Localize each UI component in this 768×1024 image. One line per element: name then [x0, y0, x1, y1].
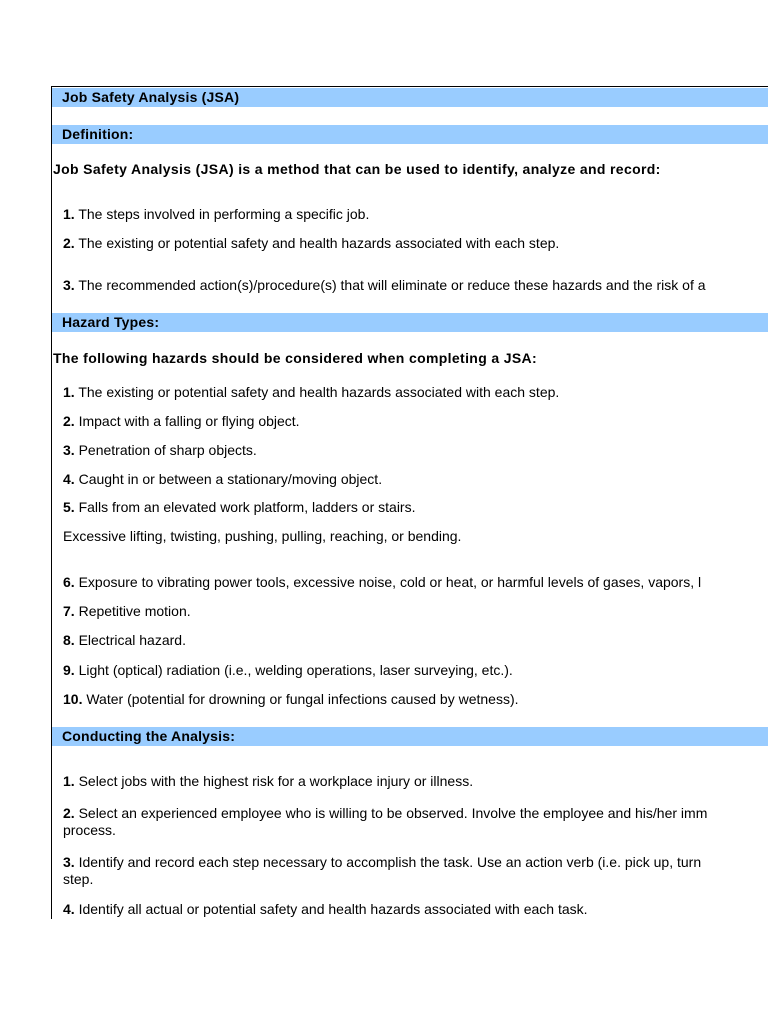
definition-intro: Job Safety Analysis (JSA) is a method that can be used to identify, analyze and record: — [53, 161, 661, 177]
item-text: Select jobs with the highest risk for a workplace injury or illness. — [74, 773, 474, 789]
list-item — [63, 854, 768, 870]
item-text: Identify and record each step necessary to accomplish the task. Use an action verb (i.e. pick up, turn — [74, 854, 702, 870]
item-text: The existing or potential safety and health hazards associated with each step. — [74, 384, 560, 400]
item-text: Caught in or between a stationary/moving object. — [74, 471, 383, 487]
list-item — [63, 235, 768, 251]
item-text: Impact with a falling or flying object. — [74, 413, 300, 429]
item-text: The existing or potential safety and health hazards associated with each step. — [74, 235, 560, 251]
list-item — [63, 499, 768, 515]
section-header-hazards — [52, 313, 768, 332]
worksheet — [51, 86, 768, 919]
list-item — [63, 901, 768, 917]
item-text: Light (optical) radiation (i.e., welding operations, laser surveying, etc.). — [74, 662, 513, 678]
item-number: 3. — [63, 277, 75, 293]
list-item — [63, 805, 768, 821]
list-item — [63, 206, 768, 222]
list-item — [63, 384, 768, 400]
list-item — [63, 413, 768, 429]
item-number: 1. — [63, 773, 75, 789]
item-number: 3. — [63, 854, 75, 870]
item-number: 8. — [63, 632, 75, 648]
item-text: Identify all actual or potential safety and health hazards associated with each task. — [74, 901, 588, 917]
section-header-analysis — [52, 727, 768, 746]
item-number: 2. — [63, 413, 75, 429]
list-item — [63, 528, 768, 544]
item-text: Penetration of sharp objects. — [74, 442, 257, 458]
list-item-continuation: step. — [63, 871, 94, 887]
item-number: 1. — [63, 206, 75, 222]
item-text: Water (potential for drowning or fungal infections caused by wetness). — [82, 691, 519, 707]
item-number: 5. — [63, 499, 75, 515]
item-number: 7. — [63, 603, 75, 619]
item-text: Select an experienced employee who is willing to be observed. Involve the employee and his/her imm — [74, 805, 708, 821]
list-item — [63, 442, 768, 458]
item-text: The recommended action(s)/procedure(s) that will eliminate or reduce these hazards and the risk of a — [74, 277, 706, 293]
item-number: 6. — [63, 574, 75, 590]
item-text: Electrical hazard. — [74, 632, 186, 648]
list-item — [63, 691, 768, 707]
item-number: 1. — [63, 384, 75, 400]
item-text: The steps involved in performing a specific job. — [74, 206, 370, 222]
section-heading: Conducting the Analysis: — [62, 728, 236, 744]
list-item — [63, 471, 768, 487]
item-number: 4. — [63, 901, 75, 917]
item-number: 10. — [63, 691, 83, 707]
item-number: 2. — [63, 235, 75, 251]
item-number: 2. — [63, 805, 75, 821]
item-text: Excessive lifting, twisting, pushing, pulling, reaching, or bending. — [63, 528, 462, 544]
page-title: Job Safety Analysis (JSA) — [62, 89, 240, 105]
list-item — [63, 603, 768, 619]
list-item — [63, 773, 768, 789]
section-heading: Hazard Types: — [62, 314, 160, 330]
item-number: 4. — [63, 471, 75, 487]
list-item — [63, 277, 768, 293]
item-text: Repetitive motion. — [74, 603, 191, 619]
list-item-continuation: process. — [63, 822, 116, 838]
section-heading: Definition: — [62, 126, 134, 142]
item-number: 3. — [63, 442, 75, 458]
list-item — [63, 662, 768, 678]
title-bar — [52, 88, 768, 107]
item-text: Falls from an elevated work platform, ladders or stairs. — [74, 499, 416, 515]
list-item — [63, 632, 768, 648]
list-item — [63, 574, 768, 590]
hazards-intro: The following hazards should be considered when completing a JSA: — [53, 350, 538, 366]
item-text: Exposure to vibrating power tools, excessive noise, cold or heat, or harmful levels of gases, vapors, l — [74, 574, 702, 590]
item-number: 9. — [63, 662, 75, 678]
section-header-definition — [52, 125, 768, 144]
